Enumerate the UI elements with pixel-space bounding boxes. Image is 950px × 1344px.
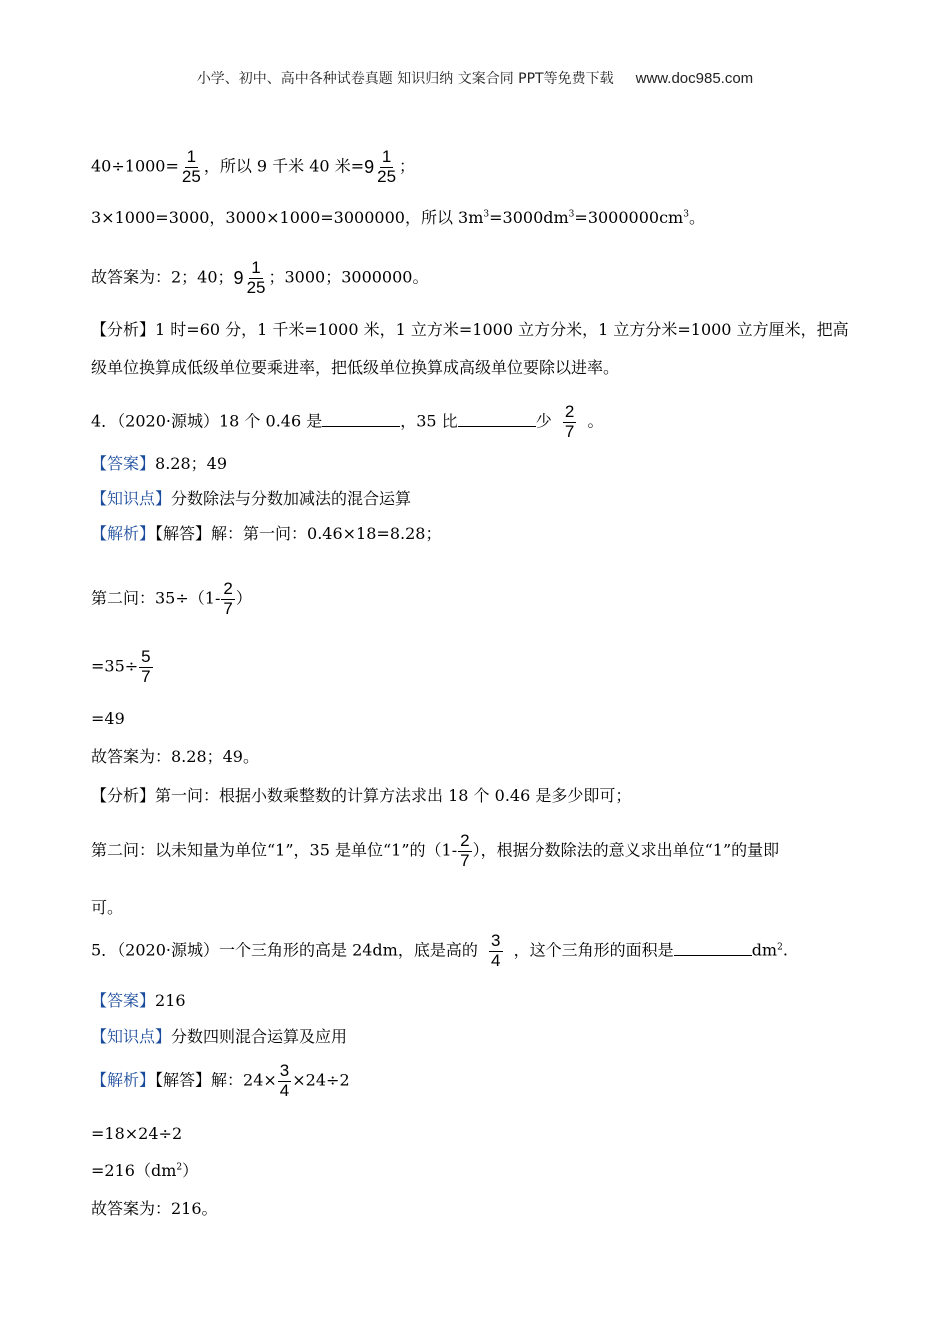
q4-step-5: 故答案为：8.28；49。 — [91, 747, 259, 766]
question-4: 4．（2020·源城）18 个 0.46 是 ，35 比 少 $\frac{2}{7}$ 。 — [91, 402, 604, 441]
q4-solution: 【解析】【解答】解：第一问：0.46×18=8.28； — [91, 524, 442, 543]
fraction: $\frac{5}{7}$ — [141, 647, 151, 686]
q5-step-3: $=216(dm^2)$ — [91, 1161, 199, 1180]
knowledge-tag: 【知识点】 — [91, 489, 172, 508]
question-5: 5．（2020·源城）一个三角形的高是 24dm，底是高的 $\frac{3}{4}$ ，这个三角形的面积是 $dm^2$. — [91, 931, 788, 970]
q4-analysis-1: 【分析】第一问：根据小数乘整数的计算方法求出 18 个 0.46 是多少即可； — [91, 786, 632, 805]
q4-analysis-3: 可。 — [91, 898, 124, 917]
q4-analysis-2: 第二问：以未知量为单位“1”，35 是单位“1”的（1- $\frac{2}{7}$ ），根据分数除法的意义求出单位“1”的量即 — [91, 831, 780, 870]
q4-knowledge-point: 【知识点】分数除法与分数加减法的混合运算 — [91, 489, 412, 508]
solution-tag: 【解析】 — [91, 524, 156, 543]
line-2: 3×1000=3000，3000×1000=3000000，所以 $3m^3=3000dm^3=3000000cm^3$。 — [91, 208, 705, 227]
header-site-link[interactable]: www.doc985.com — [635, 70, 754, 87]
q5-answer: 【答案】216 — [91, 991, 186, 1010]
fraction: $\frac{2}{7}$ — [223, 579, 233, 618]
answer-tag: 【答案】 — [91, 991, 156, 1010]
fraction: $\frac{3}{4}$ — [491, 931, 501, 970]
solution-tag: 【解析】 — [91, 1070, 156, 1090]
answer-line-3: 故答案为：2；40；9 $\frac{1}{25}$ ；3000；3000000。 — [91, 258, 429, 297]
page-header — [0, 68, 950, 88]
line-1: 40÷1000= $\frac{1}{25}$ ，所以 9 千米 40 米=9 $\frac{1}{25}$ ； — [91, 147, 416, 186]
fraction: $\frac{3}{4}$ — [279, 1061, 290, 1100]
q4-step-3: =35÷ $\frac{5}{7}$ — [91, 647, 151, 686]
fraction: $\frac{1}{25}$ — [377, 147, 397, 186]
analysis-line-2: 级单位换算成低级单位要乘进率，把低级单位换算成高级单位要除以进率。 — [91, 358, 620, 377]
q4-step-2: 第二问：35÷（1- $\frac{2}{7}$ ） — [91, 579, 252, 618]
analysis-tag: 【分析】 — [91, 786, 156, 805]
fraction: $\frac{1}{25}$ — [181, 147, 201, 186]
answer-blank — [458, 412, 536, 427]
q5-knowledge-point: 【知识点】分数四则混合运算及应用 — [91, 1027, 348, 1046]
q5-step-4: 故答案为：216。 — [91, 1199, 218, 1218]
knowledge-tag: 【知识点】 — [91, 1027, 172, 1046]
q4-step-4: =49 — [91, 709, 125, 728]
q4-answer: 【答案】8.28；49 — [91, 454, 228, 473]
answer-blank — [322, 412, 400, 427]
answer-blank — [674, 941, 752, 956]
fraction: $\frac{2}{7}$ — [564, 402, 575, 441]
analysis-tag: 【分析】 — [91, 320, 156, 339]
header-text: 小学、初中、高中各种试卷真题 知识归纳 文案合同 PPT等免费下载 — [196, 71, 614, 87]
q5-solution: 【解析】【解答】解：24× $\frac{3}{4}$ ×24÷2 — [91, 1061, 350, 1100]
q5-step-2: =18×24÷2 — [91, 1124, 183, 1143]
fraction: $\frac{2}{7}$ — [460, 831, 470, 870]
analysis-line-1: 【分析】1 时=60 分，1 千米=1000 米，1 立方米=1000 立方分米，1 立方分米=1000 立方厘米，把高 — [91, 320, 849, 339]
answer-tag: 【答案】 — [91, 454, 156, 473]
fraction: $\frac{1}{25}$ — [246, 258, 266, 297]
